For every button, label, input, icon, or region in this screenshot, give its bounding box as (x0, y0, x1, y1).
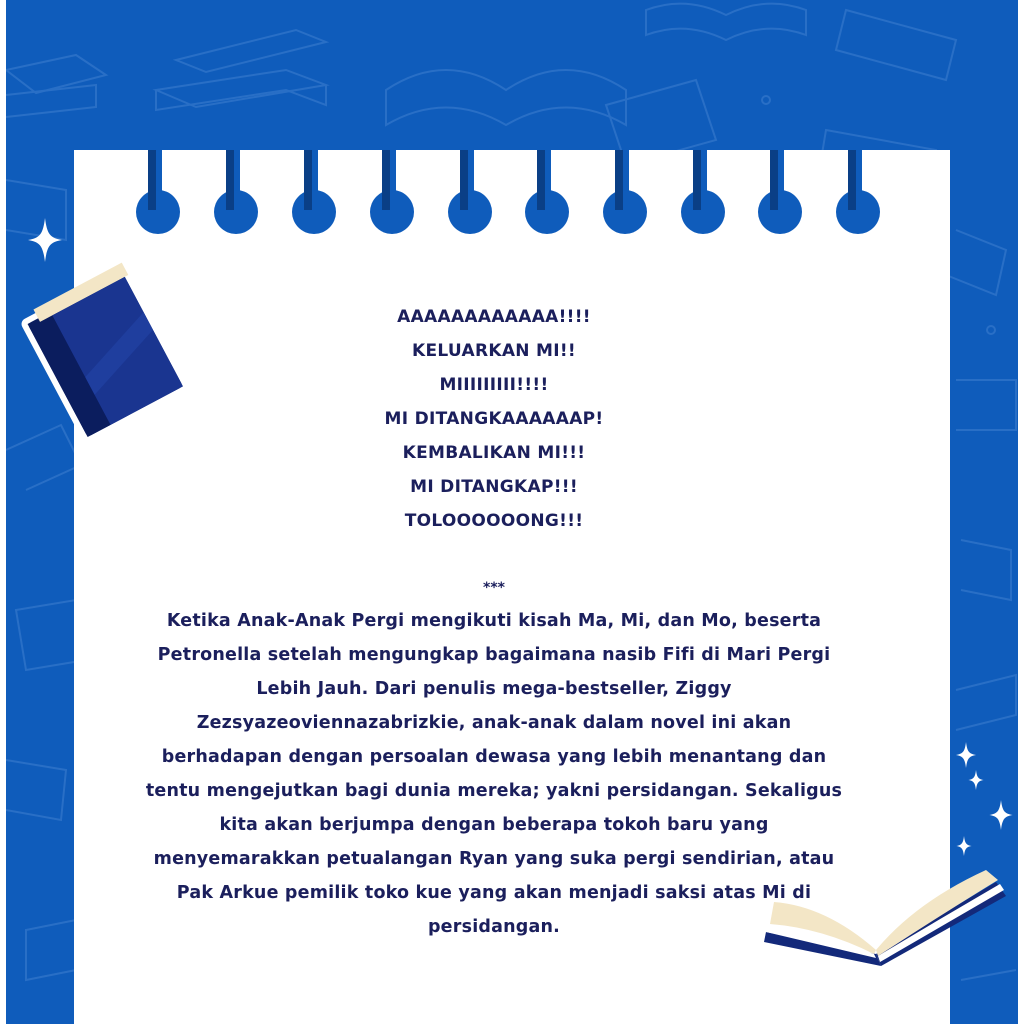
shout-lines (74, 300, 914, 538)
shout-line: MIIIIIIIII!!!! (439, 375, 549, 395)
sparkle-icon (954, 742, 978, 768)
synopsis-paragraph: Ketika Anak-Anak Pergi mengikuti kisah Ma, Mi, dan Mo, beserta Petronella setelah mengungkap bagaimana nasib Fifi di Mari Pergi Lebih Jauh. Dari penulis mega-bestseller, Ziggy Zezsyazeoviennazabrizkie, anak-anak dalam novel ini akan berhadapan dengan persoalan dewasa yang lebih menantang dan tentu mengejutkan bagi dunia mereka; yakni persidangan. Sekaligus kita akan berjumpa dengan beberapa tokoh baru yang menyemarakkan petualangan Ryan yang suka pergi sendirian, atau Pak Arkue pemilik toko kue yang akan menjadi saksi atas Mi di persidangan. (145, 611, 843, 937)
shout-line: AAAAAAAAAAAA!!!! (397, 307, 591, 327)
sparkle-icon (956, 836, 972, 856)
shout-line: KELUARKAN MI!! (412, 341, 576, 361)
shout-line: MI DITANGKAP!!! (410, 477, 578, 497)
poster-canvas (6, 0, 1018, 1024)
shout-line: KEMBALIKAN MI!!! (402, 443, 586, 463)
sparkle-icon (968, 770, 984, 790)
shout-line: MI DITANGKAAAAAAP! (384, 409, 604, 429)
sparkle-icon (988, 800, 1014, 830)
content-text (74, 300, 914, 944)
shout-line: TOLOOOOOONG!!! (404, 511, 584, 531)
section-separator: *** (483, 580, 505, 596)
